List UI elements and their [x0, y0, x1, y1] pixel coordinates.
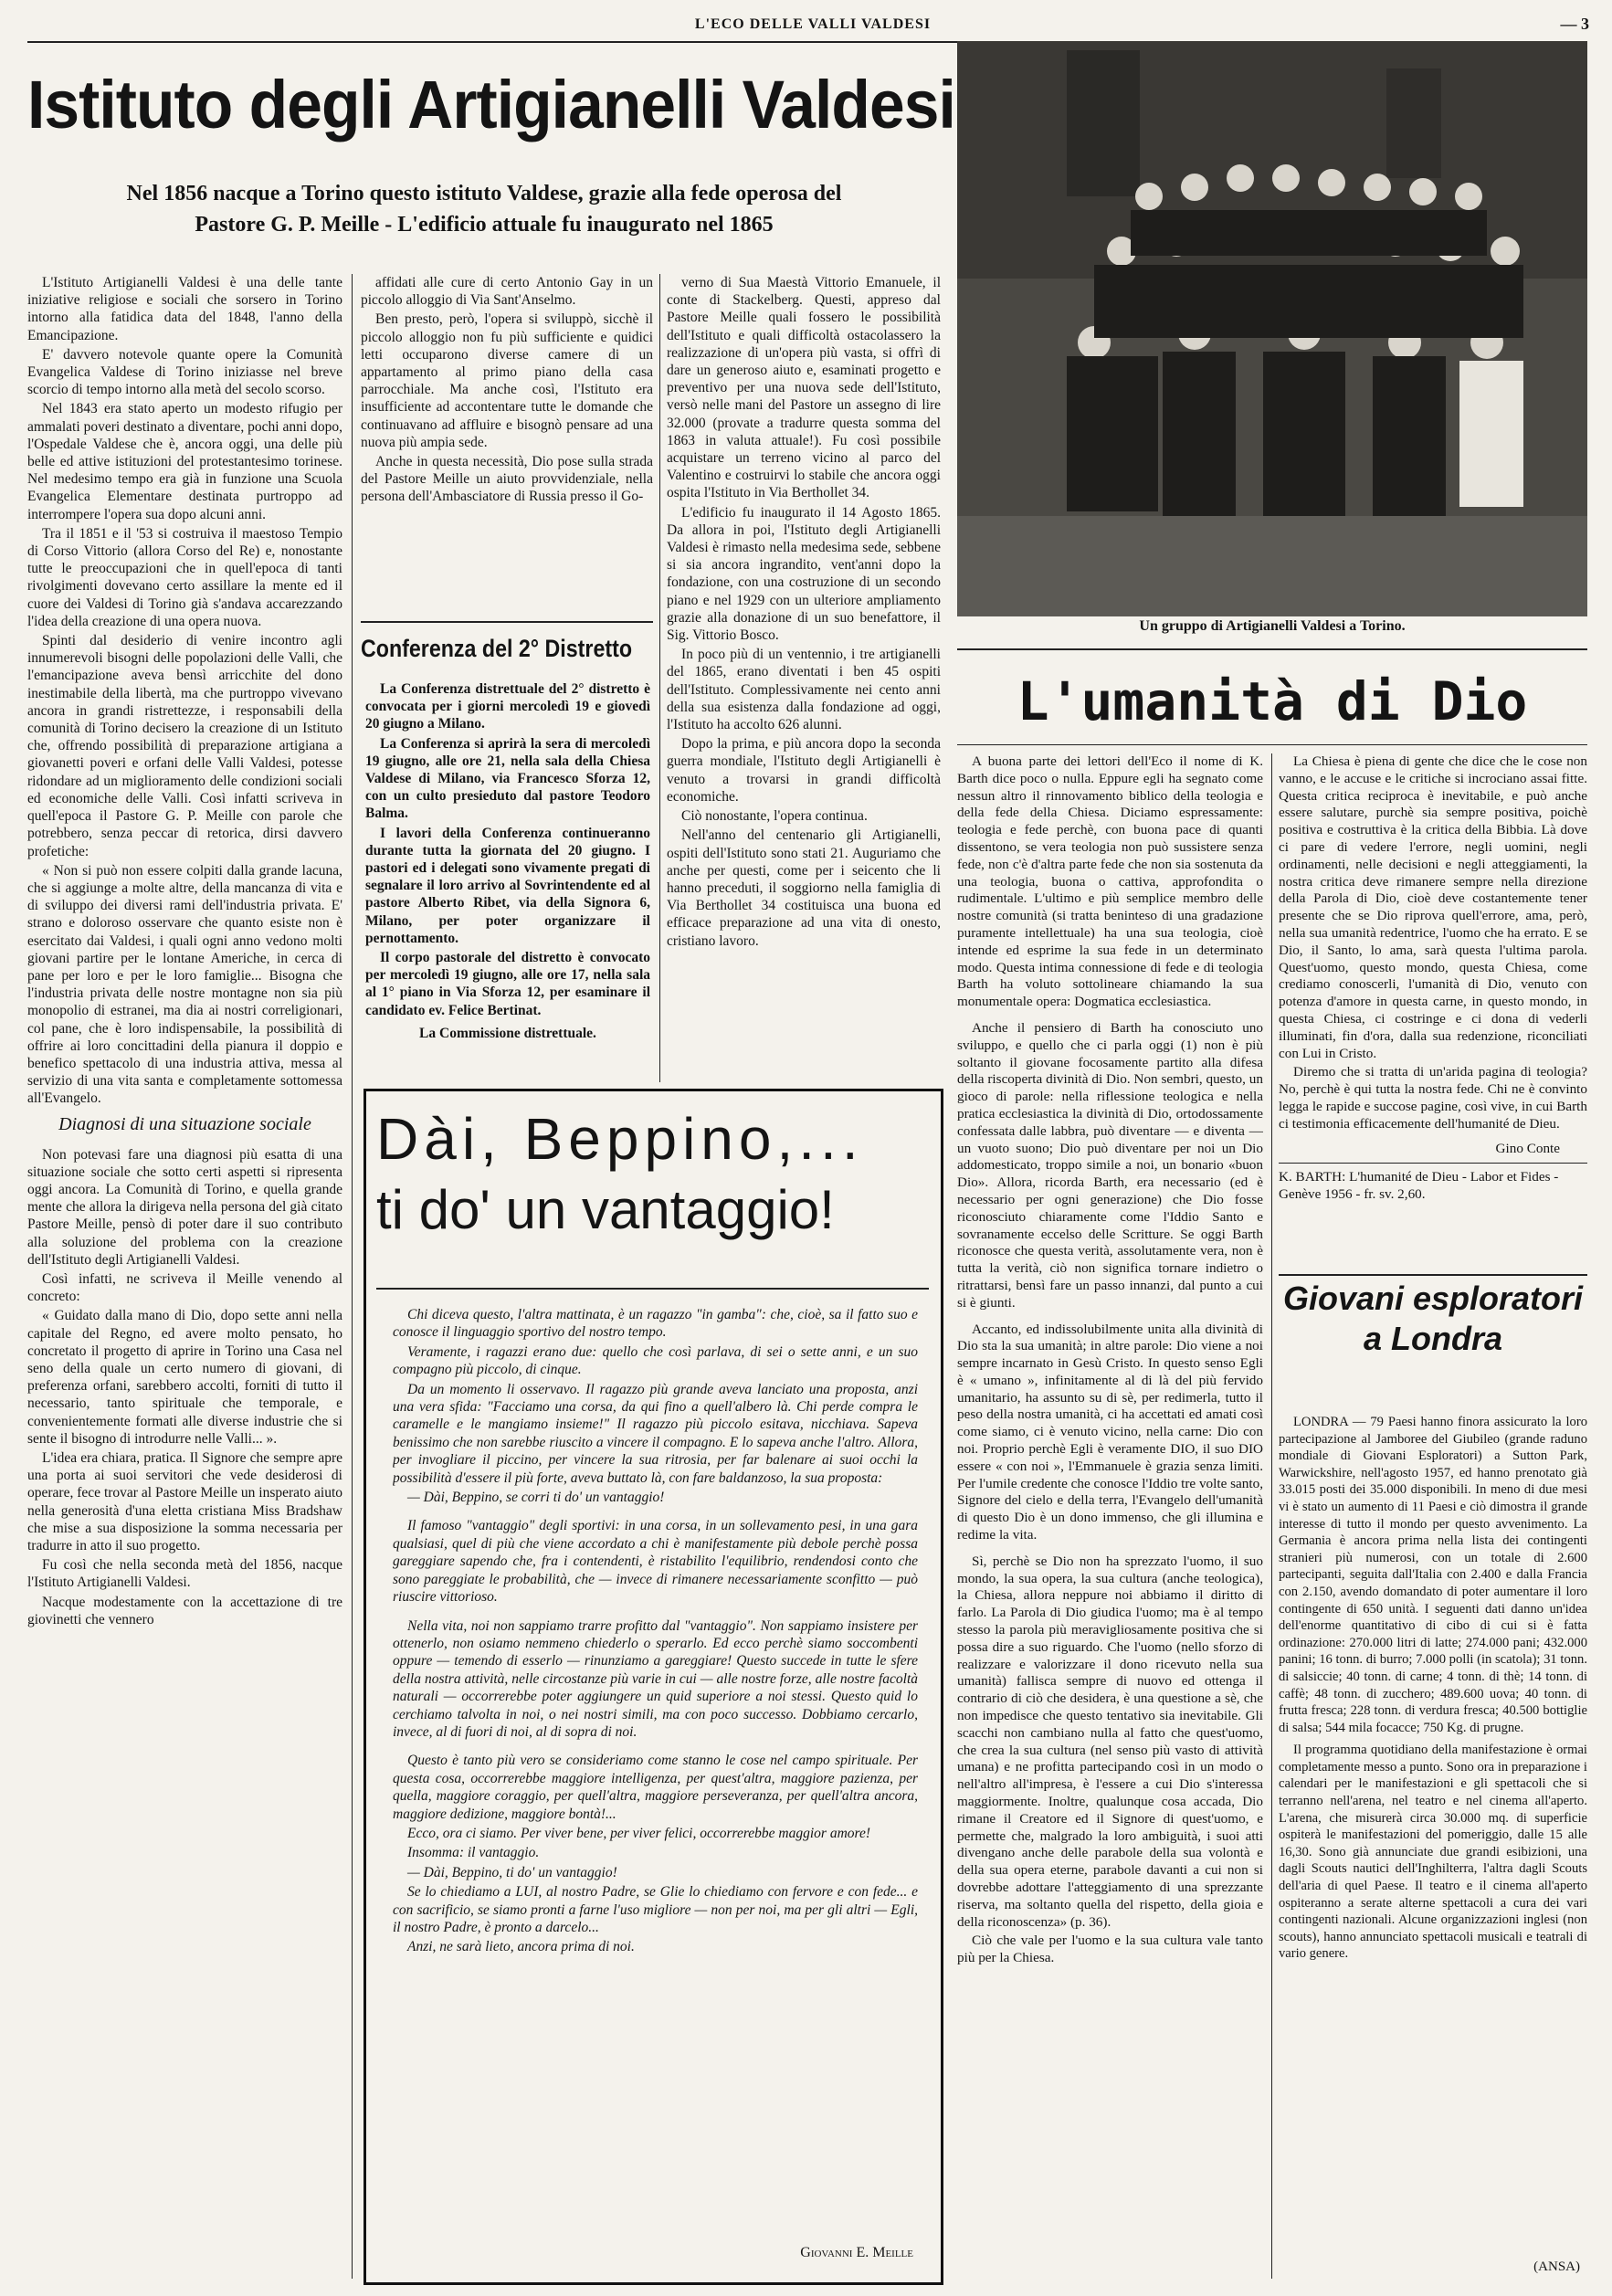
giovani-top-rule — [1279, 1274, 1587, 1276]
conference-signature: La Commissione distrettuale. — [419, 1025, 596, 1041]
paragraph: A buona parte dei lettori dell'Eco il nome di K. Barth dice poco o nulla. Eppure egli ha segnato come nessun altro il rinnovamento biblico della teologia e della fede della Chiesa. Diciamo espressamente: teologia e fede perchè, con buona pace di quanti dissentono, se vera teologia non può sussistere senza fede, non c'è d'altra parte fede che non sia sostenuta da una teologia, buona o cattiva, approfondita o rudimentale. L'ultimo e più semplice membro delle nostre comunità (si tratta beninteso di una gradazione puramente intellettuale) ha una sua teologia, cioè intende ed esprime la sua fede in un determinato modo. Questa intima connessione di fede e di teologia Barth ha voluto sottolineare chiamando la sua monumentale opera: Dogmatica ecclesiastica. — [957, 753, 1263, 1010]
beppino-author: Giovanni E. Meille — [800, 2245, 913, 2260]
giovani-source: (ANSA) — [1533, 2259, 1580, 2274]
paragraph: Così infatti, ne scriveva il Meille venendo al concreto: — [27, 1270, 342, 1305]
paragraph: Ciò nonostante, l'opera continua. — [681, 808, 868, 825]
note-rule — [1279, 1163, 1587, 1164]
paragraph: Ecco, ora ci siamo. Per viver bene, per viver felici, occorrerebbe maggior amore! — [407, 1825, 871, 1841]
conference-text — [365, 680, 650, 1082]
umanita-note: K. BARTH: L'humanité de Dieu - Labor et Fides - Genève 1956 - fr. sv. 2,60. — [1279, 1169, 1559, 1203]
umanita-column-1 — [957, 753, 1263, 2283]
paragraph: — Dài, Beppino, se corri ti do' un vantaggio! — [407, 1490, 665, 1506]
paragraph: E' davvero notevole quante opere la Comunità Evangelica Valdese di Torino iniziasse nel breve scorcio di tempo intorno alla metà del secolo scorso. — [27, 346, 342, 398]
beppino-title-line-1: Dài, Beppino,... — [376, 1106, 864, 1172]
beppino-text — [393, 1306, 918, 2238]
paragraph: Tra il 1851 e il '53 si costruiva il maestoso Tempio di Corso Vittorio (allora Corso del Re) e, nonostante tutte le preoccupazioni che in quell'epoca di tanti rivolgimenti dovevano certo assillare la mente ed il cuore dei Valdesi di Torino già s'andava accarezzando l'idea della creazione di una opera nuova. — [27, 525, 342, 629]
paragraph: La Conferenza distrettuale del 2° distretto è convocata per i giorni mercoledì 19 e giovedì 20 giugno a Milano. — [365, 681, 650, 732]
paragraph: La Conferenza si aprirà la sera di mercoledì 19 giugno, alle ore 21, nella sala della Chiesa Valdese di Milano, via Francesco Sforza 12, con un culto presieduto dal pastore Teodoro Balma. — [365, 735, 650, 822]
beppino-title-line-2: ti do' un vantaggio! — [376, 1179, 835, 1240]
paragraph: I lavori della Conferenza continueranno durante tutta la giornata del 20 giugno. I pastori ed i delegati sono vivamente pregati di segnalare il loro arrivo al Sovrintendente ed al pastore Alberto Ribet, via della Signora 6, Milano, per poter organizzare il pernottamento. — [365, 825, 650, 946]
article-column-3 — [667, 274, 941, 1082]
giovani-text — [1279, 1414, 1587, 2259]
section-heading: Diagnosi di una situazione sociale — [58, 1113, 311, 1134]
paragraph: L'edificio fu inaugurato il 14 Agosto 1865. Da allora in poi, l'Istituto degli Artigianelli Valdesi è rimasto nella medesima sede, sebbene si sia ancora ingrandito, vent'anni dopo la fondazione, con una costruzione di un secondo piano e nel 1929 con un ulteriore ampliamento grazie alla donazione di un suo benefattore, il Sig. Vittorio Bosco. — [667, 504, 941, 644]
paragraph: LONDRA — 79 Paesi hanno finora assicurato la loro partecipazione al Jamboree del Giubileo (grande raduno mondiale di Giovani Esploratori) a Sutton Park, Warwickshire, nell'agosto 1957, ed hanno prenotato già 33.015 posti dei 35.000 disponibili. In meno di due mesi vi è stato un aumento di 11 Paesi e ciò dimostra il grande interesse di tutto il mondo per questo avvenimento. La Germania è ancora prima nella lista dei contingenti stranieri più numerosi, con un totale di 2.600 partecipanti, seguita dall'Italia con 2.400 e dalla Francia con 2.150, avendo domandato di poter aumentare il loro contingente di 650 unità. I seguenti dati danno un'idea dell'enorme quantitativo di cibo di cui si è fatta ordinazione: 270.000 litri di latte; 274.000 pani; 432.000 panini; 16 tonn. di burro; 7.000 polli (in scatola); 31 tonn. di salsiccie; 40 tonn. di carne; 4 tonn. di thè; 14 tonn. di caffè; 48 tonn. di zucchero; 489.600 uova; 40 tonn. di frutta fresca; 228 tonn. di verdura fresca; 40.500 bottiglie di salsa; 544 mila focacce; 750 Kg. di prugne. — [1279, 1415, 1587, 1735]
umanita-author: Gino Conte — [1495, 1140, 1560, 1156]
paragraph: Fu così che nella seconda metà del 1856, nacque l'Istituto Artigianelli Valdesi. — [27, 1557, 342, 1591]
paragraph: Chi diceva questo, l'altra mattinata, è un ragazzo "in gamba": che, cioè, sa il fatto suo e conosce il linguaggio sportivo del nostro tempo. — [393, 1307, 918, 1341]
group-photo-image — [957, 41, 1587, 616]
paragraph: verno di Sua Maestà Vittorio Emanuele, il conte di Stackelberg. Questi, appreso dal Pastore Meille quali fossero le possibilità dell'Istituto e quali difficoltà ostacolassero la realizzazione di un'opera più vasta, si offrì di dare un generoso aiuto e, esaminati progetto e preventivo per una nuova sede dell'Istituto, versò nelle mani del Pastore un assegno di lire 32.000 (provate a tradurre questa somma del 1863 in valuta attuale!). Fu così possibile acquistare un terreno vicino al parco del Valentino e costruirvi lo stabile che ancora oggi ospita l'Istituto in Via Berthollet 34. — [667, 275, 941, 501]
column-rule — [1271, 753, 1272, 2279]
paragraph: Anzi, ne sarà lieto, ancora prima di noi. — [407, 1939, 635, 1955]
paragraph: Anche in questa necessità, Dio pose sulla strada del Pastore Meille un aiuto provvidenziale, nella persona dell'Ambasciatore di Russia presso il Go- — [361, 454, 653, 505]
paragraph: — Dài, Beppino, ti do' un vantaggio! — [407, 1864, 617, 1880]
article-column-1 — [27, 274, 342, 2283]
paragraph: Se lo chiediamo a LUI, al nostro Padre, se Glie lo chiediamo con fervore e con fede... e con sacrificio, se siamo pronti a farne l'uso migliore — non per noi, ma per gli altri — Egli, il nostro Padre, è pronto a darcelo... — [393, 1884, 918, 1935]
paragraph: Nacque modestamente con la accettazione di tre giovinetti che vennero — [27, 1594, 342, 1627]
group-photo — [957, 41, 1587, 616]
photo-caption: Un gruppo di Artigianelli Valdesi a Torino. — [1139, 618, 1406, 634]
paragraph: Ciò che vale per l'uomo e la sua cultura vale tanto più per la Chiesa. — [957, 1933, 1263, 1966]
giovani-title: Giovani esploratori a Londra — [1282, 1280, 1584, 1357]
paragraph: Questo è tanto più vero se consideriamo come stanno le cose nel campo spirituale. Per questa cosa, occorrerebbe maggiore intelligenza, per quest'altra, maggiore pazienza, per quella, maggiore coraggio, per quell'altra, maggiore perseveranza, per quell'altra ancora, maggiore dedizione, maggiore bontà!... — [393, 1753, 918, 1822]
paragraph: L'Istituto Artigianelli Valdesi è una delle tante iniziative religiose e sociali che sorsero in Torino intorno alla fatidica data del 1848, l'anno della Emancipazione. — [27, 275, 342, 343]
paragraph: Sì, perchè se Dio non ha sprezzato l'uomo, il suo mondo, la sua opera, la sua cultura (anche teologica), la Chiesa, allora neppure noi abbiamo il diritto di farlo. La Parola di Dio giudica l'uomo; ma è al tempo stesso la parola più meravigliosamente positiva che si possa dire a suo riguardo. Che l'uomo (nello sforzo di realizzare e valorizzare il dono ricevuto nella sua umanità) fallisca sempre di nuovo ed ottenga il contrario di ciò che desidera, è una questione a sè, che non impedisce che questo tentativo sia inevitabile. Gli scacchi non cambiano nulla al fatto che quest'uomo, che crea la sua cultura (nel senso più vasto di attività umana) e ne profitta partecipando così in un modo o nell'altro all'impresa, è l'essere a cui Dio s'interessa maggiormente. Inoltre, qualunque cosa accada, Dio rimane il Creatore ed il Signore di quest'uomo, e permette che, malgrado la loro ambiguità, i suoi atti divengano anche delle parabole della sua volontà e della sua opera eterne, parabole davanti a cui non si dovrebbe adottare l'atteggiamento di una sprezzante riserva, ma soltanto quella del rispetto, della gioia e della riconoscenza» (p. 36). — [957, 1553, 1263, 1930]
masthead: L'ECO DELLE VALLI VALDESI — [694, 16, 932, 32]
paragraph: Nel 1843 era stato aperto un modesto rifugio per ammalati poveri destinato a diventare, pochi anni dopo, l'Ospedale Valdese che è, ancora oggi, una delle più belle ed attive istituzioni del protestantesimo torinese. Nel medesimo tempo era già in funzione una Scuola Evangelica Elementare destinata purtroppo ad interrompere l'opera sua dopo alcuni anni. — [27, 401, 342, 522]
article-subtitle: Nel 1856 nacque a Torino questo istituto Valdese, grazie alla fede operosa del Pastore G. P. Meille - L'edificio attuale fu inaugurato nel 1865 — [126, 182, 842, 237]
article-column-2 — [361, 274, 653, 616]
column-rule — [659, 274, 660, 1082]
paragraph: Dopo la prima, e più ancora dopo la seconda guerra mondiale, l'Istituto degli Artigianelli è venuto a trovarsi in grandi difficoltà economiche. — [667, 736, 941, 805]
conference-title: Conferenza del 2° Distretto — [361, 635, 633, 662]
paragraph: Non potevasi fare una diagnosi più esatta di una situazione sociale che sotto certi aspetti si ripresenta oggi ancora. La Comunità di Torino, e quella grande mente che allora la dirigeva nella persona del già citato Pastore Meille, pensò di poter dare il suo contributo alla soluzione del problema con la creazione dell'Istituto degli Artigianelli Valdesi. — [27, 1146, 342, 1268]
paragraph: Da un momento li osservavo. Il ragazzo più grande aveva lanciato una proposta, anzi una vera sfida: "Facciamo una corsa, da qui fino a quell'albero là. Chi perde compra le caramelle e le mangiamo insieme!" Il ragazzo più piccolo esitava, nicchiava. Sapeva benissimo che non sarebbe riuscito a vincere il compagno. E lo sapeva anche l'altro. Allora, per invogliare il piccino, per vincere la sua ritrosia, per far balenare ai suoi occhi la possibilità d'essere il più forte, aveva buttato là, con fare baldanzoso, la sua proposta: — [393, 1381, 918, 1486]
umanita-rule — [957, 744, 1587, 745]
conference-top-rule — [361, 621, 653, 623]
paragraph: In poco più di un ventennio, i tre artigianelli del 1865, erano diventati i ben 45 ospiti dell'Istituto. Complessivamente nei cento anni della sua esistenza dalla fondazione ad oggi, l'Istituto ha accolto 626 alunni. — [667, 647, 941, 733]
paragraph: Accanto, ed indissolubilmente unita alla divinità di Dio sta la sua umanità; in altre parole: Dio viene a noi sempre incarnato in Gesù Cristo. In questo senso Egli è « umano », infinitamente al di là del più fervido umanitario, ha assunto su di sè, per redimerla, tutto il peso della nostra umanità, ci ha accettati ed amati così come siamo, ci è venuto vicino, nella carne: Dio con noi. Proprio perchè Egli è veramente DIO, il suo DIO essere « con noi », l'Emmanuele è grazia senza limiti. Per l'umile credente che conosce l'Iddio tre volte santo, Signore del cielo e della terra, l'Evangelo dell'umanità di questo Dio è un dono immenso, che gli illumina e redime la vita. — [957, 1321, 1263, 1543]
paragraph: Il famoso "vantaggio" degli sportivi: in una corsa, in un sollevamento pesi, in una gara qualsiasi, quel di più che viene accordato a chi è manifestamente più debole perchè possa gareggiare sapendo che, fra i contendenti, è ristabilito l'equilibrio, rendendosi conto che sono pareggiate le probabilità, che — invece di rimanere necessariamente sconfitto — può riuscire vittorioso. — [393, 1518, 918, 1606]
paragraph: L'idea era chiara, pratica. Il Signore che sempre apre una porta ai suoi servitori che vede desiderosi di operare, fece trovar al Pastore Meille un insperato aiuto nella generosità d'una eletta cristiana Miss Bradshaw che mise a sua disposizione la somma necessaria per tradurre in atto il suo progetto. — [27, 1450, 342, 1554]
article-title: Istituto degli Artigianelli Valdesi — [27, 67, 955, 142]
paragraph: Veramente, i ragazzi erano due: quello che così parlava, di sei o sette anni, e un suo compagno più piccolo, di cinque. — [393, 1343, 918, 1378]
paragraph: Spinti dal desiderio di venire incontro agli innumerevoli bisogni delle popolazioni delle Valli, che l'emancipazione aveva bensì arricchite del dono inestimabile della libertà, ma che purtroppo vivevano ancora in grandi ristrettezze, i responsabili della comunità di Torino decisero la creazione di un Istituto che, offrendo possibilità di preparazione artigiana a giovanetti poveri e orfani delle Valli Valdesi, potesse ridondare ad un miglioramento delle condizioni sociali ed economiche delle Valli. Così infatti scriveva in quell'epoca il Pastore G. P. Meille con parole che potrebbero, senza peccar di retorica, dirsi davvero profetiche: — [27, 633, 342, 859]
paragraph: Diremo che si tratta di un'arida pagina di teologia? No, perchè è qui tutta la nostra fede. Chi ne è convinto legga le rapide e succose pagine, così vive, in cui Barth ci testimonia efficacemente dell'humanité de Dieu. — [1279, 1064, 1587, 1132]
paragraph: Insomma: il vantaggio. — [407, 1845, 540, 1861]
paragraph: Nella vita, noi non sappiamo trarre profitto dal "vantaggio". Non sappiamo insistere per ottenerlo, non osiamo nemmeno chiederlo o sperarlo. Ed ecco perchè siamo soccombenti oppure — temendo di esserlo — rinunziamo a gareggiare! Questo succede in tutte le sfere della nostra attività, nelle circostanze più varie in cui — alle nostre forze, alle nostre facoltà naturali — occorrerebbe poter aggiungere un quid superiore a noi stessi. Questo quid lo cerchiamo talvolta in noi, o nei nostri simili, ma con poco successo. Dobbiamo cercarlo, invece, al di fuori di noi, al di sopra di noi. — [393, 1617, 918, 1740]
paragraph: La Chiesa è piena di gente che dice che le cose non vanno, e le accuse e le critiche si incrociano assai fitte. Questa critica reciproca è inevitabile, e può anche essere salutare, purchè sia sempre positiva, poichè positiva e costruttiva è la critica della Bibbia. Là dove ci pare di vedere l'errore, negli uomini, negli ordinamenti, nelle decisioni e negli atteggiamenti, la nostra critica deve rimanere sempre nella direzione della Parola di Dio, cioè deve costantemente tener presente che se Dio riprova quell'errore, ama, però, nella sua umanità redentrice, l'uomo che ha errato. E se Dio, il Santo, lo ama, sarà questa l'ultima parola. Quest'uomo, questo mondo, questa Chiesa, come crediamo conoscerli, l'umanità di Dio, venuto con potenza d'amore in questa carne, in questo mondo, in questa Chiesa, ci costringe e ci dona di vederli illuminati, fin d'ora, dalla sua redenzione, riconciliati con Lui in Cristo. — [1279, 753, 1587, 1061]
umanita-column-2 — [1279, 753, 1587, 1247]
paragraph: Il programma quotidiano della manifestazione è ormai completamente messo a punto. Sono ora in preparazione i calendari per le manifestazioni e gli spettacoli che si terranno nell'arena, nel teatro e nel cinema all'aperto. L'arena, che misurerà circa 30.000 mq. di superficie ospiterà le manifestazioni del pomeriggio, dalle 15 alle 16,30. Sono già annunciate due grandi esibizioni, una dagli Scouts nautici dell'Inghilterra, l'altra dagli Scouts dell'aria di quel Paese. Il teatro e il cinema all'aperto ospiteranno a serate alterne spettacoli a cura dei vari contingenti nazionali. Alcune organizzazioni inglesi (non scouts), hanno annunciato spettacoli musicali e teatrali di vario genere. — [1279, 1743, 1587, 1962]
paragraph: Il corpo pastorale del distretto è convocato per mercoledì 19 giugno, alle ore 17, nella sala al 1° piano in Via Sforza 12, per esaminare il candidato ev. Felice Bertinat. — [365, 950, 650, 1018]
photo-rule — [957, 648, 1587, 650]
umanita-title: L'umanità di Dio — [1017, 670, 1528, 732]
paragraph: affidati alle cure di certo Antonio Gay in un piccolo alloggio di Via Sant'Anselmo. — [361, 275, 653, 309]
paragraph: Nell'anno del centenario gli Artigianelli, ospiti dell'Istituto sono stati 21. Auguriamo che anche per questi, come per i seicento che li hanno preceduti, il soggiorno nella famiglia di Via Berthollet 34 costituisca una buona ed efficace preparazione ad una vita di onesto, cristiano lavoro. — [667, 827, 941, 949]
page-number: — 3 — [1560, 15, 1589, 33]
paragraph: « Guidato dalla mano di Dio, dopo sette anni nella capitale del Regno, ed avere molto pensato, ho concretato il progetto di aprire in Torino una Casa nel seno della quale un certo numero di giovani, di preferenza orfani, sarebbero accolti, forniti di tutto il necessario, tanto spirituale che temporale, e convenientemente formati alle diverse industrie che si sente il bisogno di introdurre nelle Valli... ». — [27, 1308, 342, 1447]
paragraph: « Non si può non essere colpiti dalla grande lacuna, che si aggiunge a molte altre, della mancanza di vita e di sviluppo dei diversi rami dell'industria privata. E' strano e doloroso osservare che quanto esiste non è esercitato dai Valdesi, i quali ogni anno vedono molti giovani partire per le lontane Americhe, in cerca di pane per loro e per le loro famiglie... Bisogna che l'industria privata delle nostre montagne non sia più monopolio di estranei, ma dia ai nostri correligionari, col pane, che è loro indispensabile, la possibilità di offrire ai loro concittadini della pianura il doppio e benefico spettacolo di una industria attiva, messa al servizio di una vita santa e completamente sottomessa all'Evangelo. — [27, 862, 342, 1107]
paragraph: Anche il pensiero di Barth ha conosciuto uno sviluppo, e quello che ci parla oggi (1) non è più soltanto il giovane focosamente partito alla difesa della riscoperta divinità di Dio. Non sembri, questo, un gioco di parole: nella riflessione teologica e nella pratica ecclesiastica la divinità di Dio, ortodossamente confessata dalle labbra, può diventare — e diventa — un vuoto suono; Dio può diventare per noi un Dio addomesticato, troppo simile a noi, un bonario «buon Dio». Allora, ricorda Barth, era necessario (ed è necessario per ogni generazione) che Dio fosse riconosciuto chiaramente come l'Iddio Santo e sovranamente eccelso delle Scritture. Se oggi Barth riconosce che questa verità, assolutamente vera, non è tutta la verità, ciò non significa tornare indietro o ritrattarsi, bensì fare un passo innanzi, dal punto a cui si è giunti. — [957, 1019, 1263, 1311]
column-rule — [352, 274, 353, 2279]
paragraph: Ben presto, però, l'opera si sviluppò, sicchè il piccolo alloggio non fu più sufficiente e quidici letti occuparono diverse camere di un appartamento al primo piano della casa parrocchiale. Ma anche così, l'Istituto era insufficiente ad accontentare tutte le domande che continuavano ad affluire e bisognò pensare ad una nuova più ampia sede. — [361, 311, 653, 450]
beppino-rule — [376, 1288, 929, 1290]
